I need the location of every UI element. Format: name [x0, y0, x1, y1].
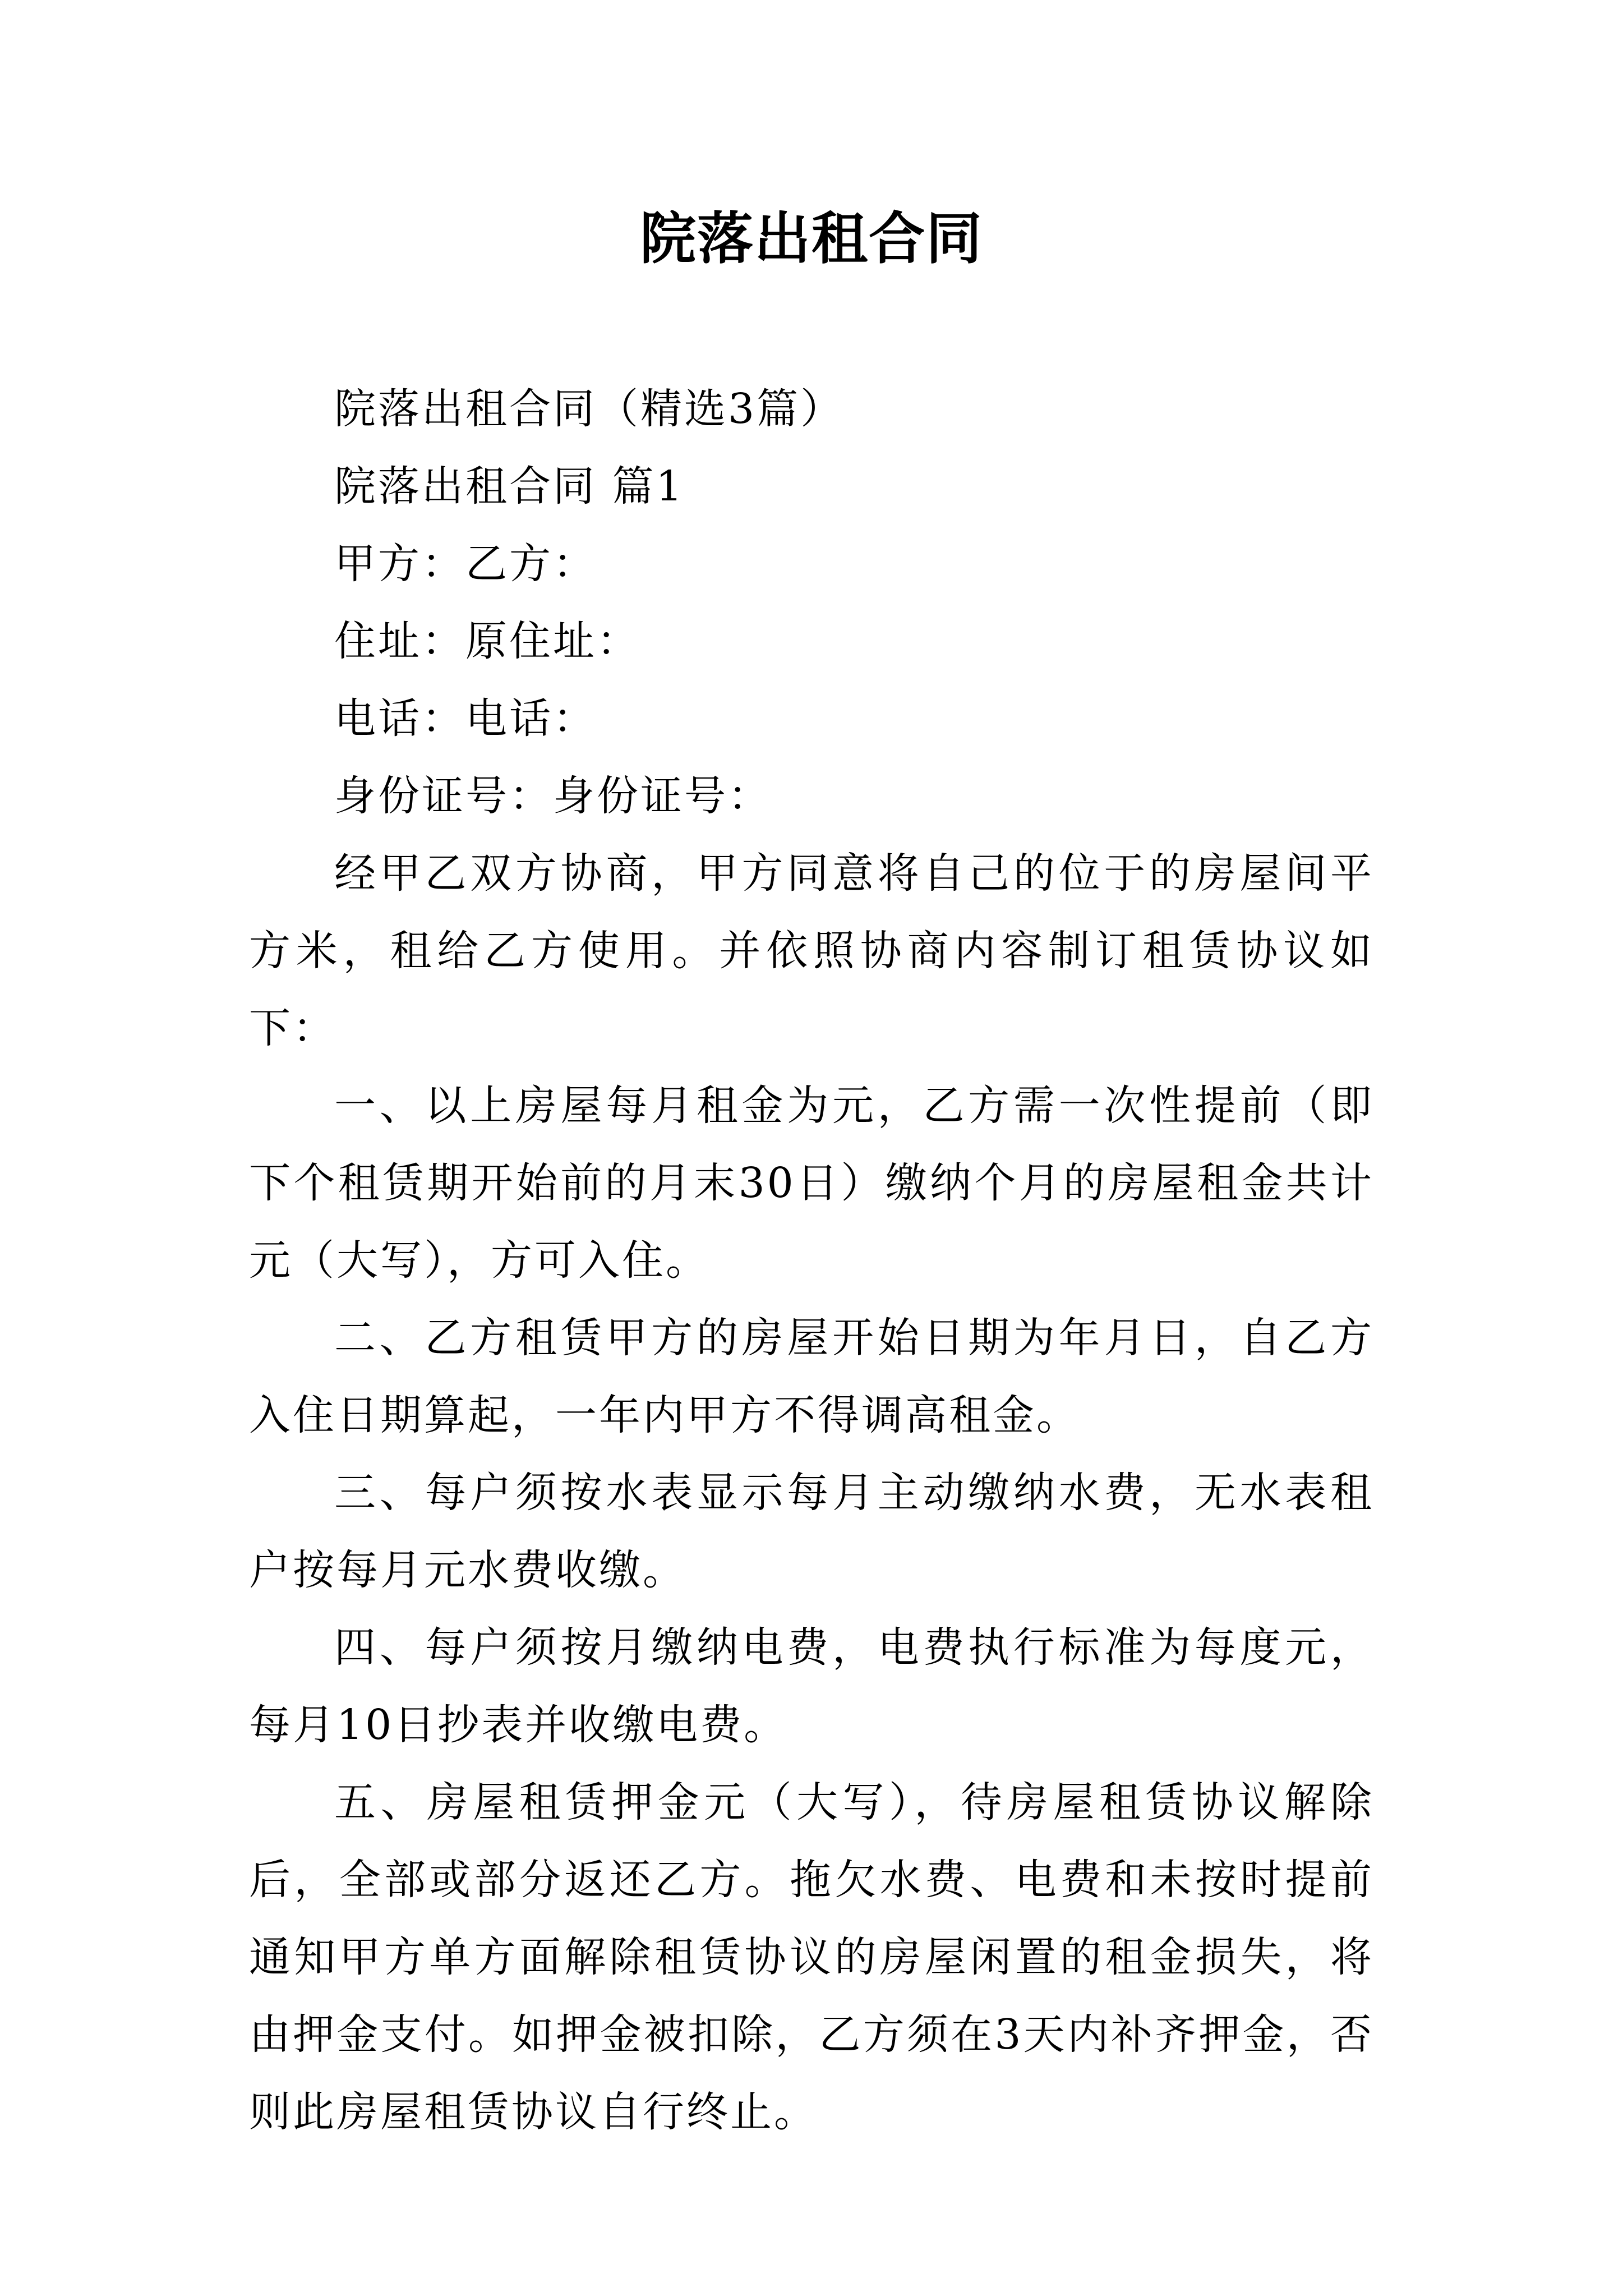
address-line: 住址：原住址：	[334, 617, 640, 665]
party-line: 甲方：乙方：	[334, 540, 597, 588]
intro-paragraph: 经甲乙双方协商，甲方同意将自己的位于的房屋间平方米，租给乙方使用。并依照协商内容制订租赁协议如下：	[249, 849, 1374, 1052]
section-heading: 院落出租合同 篇1	[334, 462, 685, 510]
clause-2-paragraph: 二、乙方租赁甲方的房屋开始日期为年月日，自乙方入住日期算起，一年内甲方不得调高租金。	[249, 1314, 1374, 1439]
id-number-line: 身份证号：身份证号：	[334, 772, 772, 820]
document-title: 院落出租合同	[640, 205, 983, 272]
clause-5-paragraph: 五、房屋租赁押金元（大写），待房屋租赁协议解除后，全部或部分返还乙方。拖欠水费、电费和未按时提前通知甲方单方面解除租赁协议的房屋闲置的租金损失，将由押金支付。如押金被扣除，乙方须在3天内补齐押金，否则此房屋租赁协议自行终止。	[249, 1778, 1374, 2136]
clause-1-paragraph: 一、以上房屋每月租金为元，乙方需一次性提前（即下个租赁期开始前的月末30日）缴纳个月的房屋租金共计元（大写），方可入住。	[249, 1082, 1374, 1285]
clause-4-paragraph: 四、每户须按月缴纳电费，电费执行标准为每度元，每月10日抄表并收缴电费。	[249, 1623, 1374, 1749]
phone-line: 电话：电话：	[334, 694, 597, 743]
subtitle-line: 院落出租合同（精选3篇）	[334, 385, 845, 433]
document-body	[249, 370, 1374, 2151]
clause-3-paragraph: 三、每户须按水表显示每月主动缴纳水费，无水表租户按每月元水费收缴。	[249, 1469, 1374, 1594]
